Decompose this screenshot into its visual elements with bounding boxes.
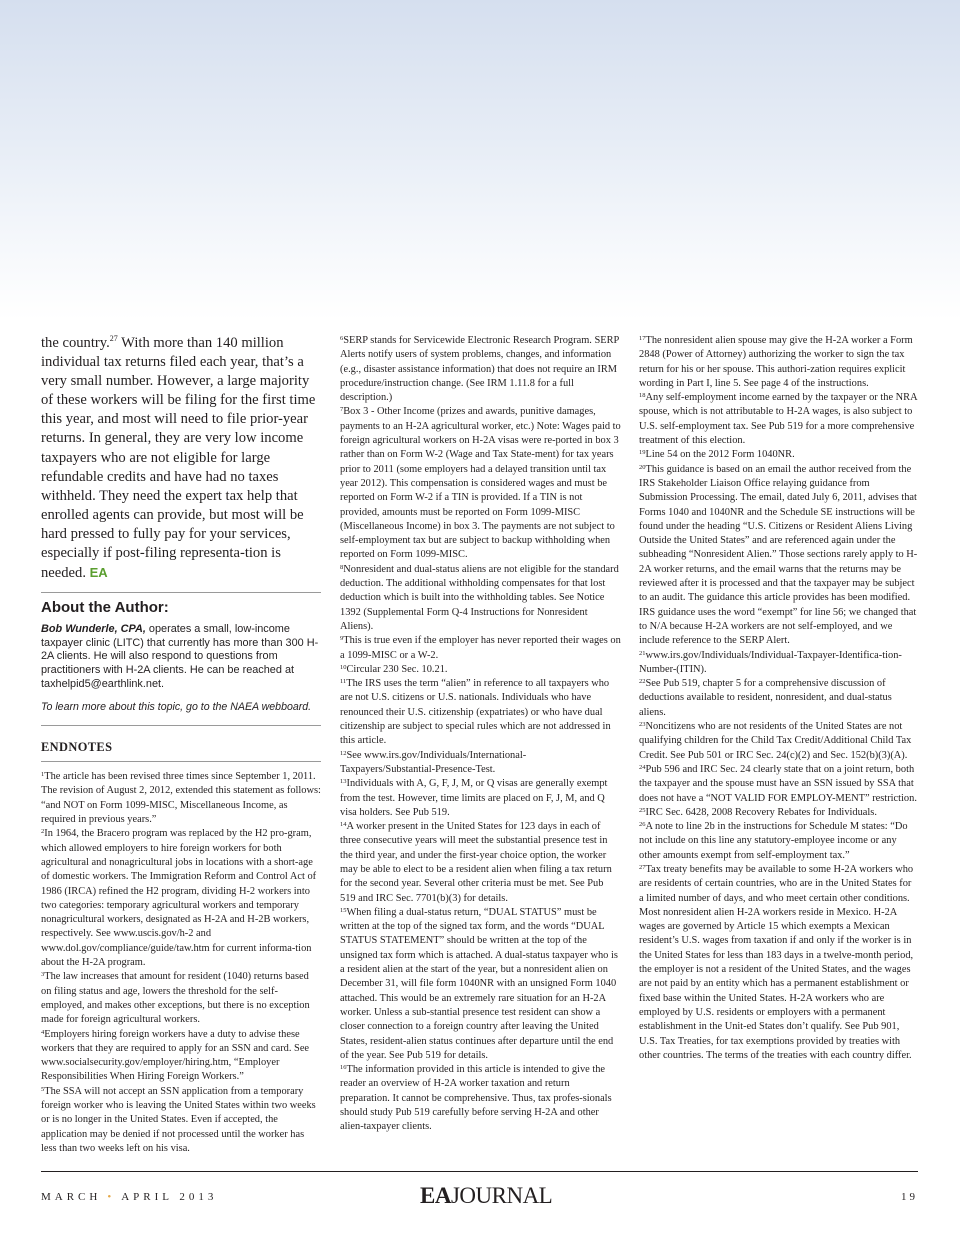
endnote-number: 22 bbox=[639, 678, 646, 686]
endnote bbox=[639, 763, 918, 806]
endnote-text: The SSA will not accept an SSN application from a temporary foreign worker who is leaving the United States within two weeks or is no longer in the United States. Even if accepted, the application may be denied if not processed until the worker has less than two weeks left on his visa. bbox=[41, 1085, 316, 1154]
endnotes-list-col1 bbox=[41, 770, 321, 1156]
endnote-number: 17 bbox=[639, 335, 646, 342]
endnote-text: Pub 596 and IRC Sec. 24 clearly state that on a joint return, both the taxpayer and the spouse must have an SSN issued by SSA that does not have a “NOT VALID FOR EMPLOY-MENT” restriction. bbox=[639, 763, 917, 804]
header-gradient-band bbox=[0, 0, 960, 320]
column-3 bbox=[639, 334, 918, 1164]
endnote bbox=[639, 391, 918, 448]
endnote-number: 2 bbox=[41, 828, 45, 836]
endnote bbox=[340, 906, 621, 1063]
endnote-number: 12 bbox=[340, 749, 347, 757]
endnote-text: SERP stands for Servicewide Electronic Research Program. SERP Alerts notify users of system problems, changes, and information (e.g., disaster assistance information) that does not require an IRM procedure/instruction change. (See IRM 1.11.8 for a full description.) bbox=[340, 335, 619, 404]
endnote-text: In 1964, the Bracero program was replaced by the H2 pro-gram, which allowed employers to hire foreign workers for both agricultural and nonagricultural jobs in locations with a short-age of domestic workers. The Immigration Reform and Control Act of 1986 (IRCA) refined the H2 program, dividing H-2 workers into two categories: temporary agricultural workers and temporary nonagricultural workers, designated as H-2A and H-2B workers, respectively. See www.uscis.gov/h-2 and www.dol.gov/compliance/guide/taw.htm for current informa-tion about the H-2A program. bbox=[41, 828, 317, 969]
separator-dot: • bbox=[107, 1191, 116, 1203]
endnote-text: Line 54 on the 2012 Form 1040NR. bbox=[645, 449, 795, 461]
issue-month-1: MARCH bbox=[41, 1191, 102, 1203]
divider bbox=[41, 725, 321, 726]
lead-text-body: With more than 140 million individual tax returns filed each year, that’s a very small number. However, a large majority of these workers will be filing for the first time this year, and most will need to file prior-year returns. In general, they are very low income taxpayers who are not eligible for large refundable credits and have had no taxes withheld. They need the expert tax help that enrolled agents can provide, but most will be hard pressed to fully pay for your services, especially if post-filing representa-tion is needed. bbox=[41, 335, 316, 582]
about-author-bio bbox=[41, 623, 321, 691]
endnote-text: Tax treaty benefits may be available to some H-2A workers who are residents of certain countries, who are in the United States for a limited number of days, and who meet certain other conditions. Most nonresident alien H-2A workers reside in Mexico. H-2A wages are governed by Article 15 which exempts a Mexican resident’s U.S. wages from taxation if and only if the worker is in the United States for less than 183 days in a twelve-month period, the employer is not a resident of the United States, and the wages are not paid by an entity which has a permanent establishment or fixed base within the United States. H-2A workers who are employed by U.S. residents or employers with a permanent establishment in the Unit-ed States don’t qualify. See Pub 901, U.S. Tax Treaties, for tax exemptions provided by treaties with other countries. The terms of the treaties with each country differ. bbox=[639, 863, 914, 1061]
endnote bbox=[340, 749, 621, 778]
endnote-text: Individuals with A, G, F, J, M, or Q visas are generally exempt from the test. However, time limits are placed on F, J, M, and Q visa holders. See Pub 519. bbox=[340, 778, 608, 818]
footnote-ref-27: 27 bbox=[109, 334, 118, 344]
endnote bbox=[41, 770, 321, 827]
author-name: Bob Wunderle, CPA, bbox=[41, 623, 146, 636]
endnote bbox=[340, 663, 621, 677]
endnote-number: 26 bbox=[639, 821, 646, 829]
endnote-text: Nonresident and dual-status aliens are not eligible for the standard deduction. The additional withholding compensates for that lost deduction which is built into the withholding tables. See Notice 1392 (Supplemental Form Q-4 Instructions for Nonresident Aliens). bbox=[340, 563, 619, 632]
endnote bbox=[41, 1085, 321, 1156]
endnote-text: A worker present in the United States for 123 days in each of three consecutive years will meet the substantial presence test in the third year, and under the first-year choice option, the worker may be able to elect to be a resident alien when filing a tax return for the second year. Several other criteria must be met. See Pub 519 and IRC Sec. 7701(b)(3) for details. bbox=[340, 821, 612, 904]
endnote-number: 5 bbox=[41, 1085, 45, 1093]
endnote-text: A note to line 2b in the instructions for Schedule M states: “Do not include on this line any statutory-employee income or any other amounts exempt from self-employment tax.” bbox=[639, 821, 908, 861]
endnote bbox=[340, 334, 621, 405]
endnotes-title: ENDNOTES bbox=[41, 740, 321, 762]
endnote-number: 24 bbox=[639, 763, 646, 771]
endnote bbox=[340, 777, 621, 820]
endnote bbox=[639, 806, 918, 820]
endnote bbox=[639, 448, 918, 462]
endnote-number: 1 bbox=[41, 771, 45, 779]
column-1 bbox=[41, 334, 321, 1164]
endnote bbox=[340, 405, 621, 562]
column-2 bbox=[340, 334, 621, 1164]
endnote bbox=[41, 970, 321, 1027]
webboard-note: To learn more about this topic, go to the NAEA webboard. bbox=[41, 701, 312, 714]
logo-ea: EA bbox=[420, 1183, 451, 1208]
endnote-text: This is true even if the employer has never reported their wages on a 1099-MISC or a W-2. bbox=[340, 635, 621, 661]
endnote-number: 3 bbox=[41, 971, 45, 979]
endnote-text: The law increases that amount for resident (1040) returns based on filing status and age, lowers the threshold for the self-employed, and makes other exceptions, but there is no exception made for foreign agricultural workers. bbox=[41, 971, 310, 1026]
endnote-number: 13 bbox=[340, 778, 347, 786]
endnote-text: Noncitizens who are not residents of the United States are not qualifying children for the Child Tax Credit/Additional Child Tax Credit. See Pub 501 or IRC Sec. 24(c)(2) and Sec. 152(b)(3)(A). bbox=[639, 721, 912, 761]
endnote-number: 23 bbox=[639, 721, 646, 729]
endnote-text: Employers hiring foreign workers have a duty to advise these workers that they are required to apply for an SSN and card. See www.socialsecurity.gov/employer/hiring.htm, “Employer Responsibilities When Hiring Foreign Workers.” bbox=[41, 1028, 310, 1083]
endnote-text: Circular 230 Sec. 10.21. bbox=[346, 663, 448, 675]
endnote bbox=[639, 820, 918, 863]
endnote-number: 10 bbox=[340, 663, 347, 671]
endnote-number: 7 bbox=[340, 406, 344, 414]
endnote-number: 18 bbox=[639, 392, 646, 400]
logo-journal: JOURNAL bbox=[450, 1183, 553, 1208]
endnote-text: IRC Sec. 6428, 2008 Recovery Rebates for Individuals. bbox=[645, 806, 877, 818]
endnote bbox=[340, 563, 621, 634]
endnotes-list-col3 bbox=[639, 334, 918, 1063]
ea-journal-logo bbox=[420, 1183, 552, 1209]
endnote-number: 19 bbox=[639, 449, 646, 457]
endnote-text: Box 3 - Other Income (prizes and awards, punitive damages, payments to an H-2A agricultural worker, etc.) Note: Wages paid to foreign agricultural workers on H-2A visas were re-ported in box 3 rather than on Form W-2 (Wage and Tax State-ment) for tax years prior to 2011 (some employers had a delayed transition until tax year 2012). This compensation is considered wages and must be reported on Form W-2 if a TIN is provided. If a TIN is not provided, amounts must be reported on Form 1099-MISC (Miscellaneous Income) in box 3. The payments are not subject to self-employment tax but are subject to backup withholding when reported on Form 1099-MISC. bbox=[340, 406, 621, 561]
endnote-number: 25 bbox=[639, 806, 646, 814]
endnote bbox=[639, 863, 918, 1063]
endnote-number: 8 bbox=[340, 563, 344, 571]
endnote-number: 27 bbox=[639, 863, 646, 871]
endnote bbox=[639, 649, 918, 678]
endnote-number: 11 bbox=[340, 678, 347, 686]
page-number: 19 bbox=[901, 1191, 918, 1203]
endnote bbox=[639, 677, 918, 720]
endnote-number: 16 bbox=[340, 1064, 347, 1072]
issue-date bbox=[41, 1191, 217, 1203]
endnote-number: 6 bbox=[340, 335, 344, 342]
ea-end-mark: EA bbox=[89, 565, 108, 581]
endnote-text: See www.irs.gov/Individuals/International-Taxpayers/Substantial-Presence-Test. bbox=[340, 749, 527, 775]
lead-text-start: the country. bbox=[41, 335, 110, 351]
endnote-text: www.irs.gov/Individuals/Individual-Taxpayer-Identifica-tion-Number-(ITIN). bbox=[639, 649, 902, 675]
endnote bbox=[340, 1063, 621, 1134]
endnote-text: The information provided in this article is intended to give the reader an overview of H-2A worker taxation and return preparation. It cannot be comprehensive. Thus, tax profes-sionals should study Pub 519 carefully before serving H-2A and other alien-taxpayer clients. bbox=[340, 1064, 612, 1133]
endnote-number: 20 bbox=[639, 463, 646, 471]
endnote bbox=[340, 634, 621, 663]
issue-month-2: APRIL 2013 bbox=[121, 1191, 218, 1203]
endnotes-list-col2 bbox=[340, 334, 621, 1135]
endnote-text: See Pub 519, chapter 5 for a comprehensive discussion of deductions available to resident, nonresident, and dual-status aliens. bbox=[639, 678, 892, 718]
endnote-number: 4 bbox=[41, 1028, 45, 1036]
endnote-text: The nonresident alien spouse may give the H-2A worker a Form 2848 (Power of Attorney) authorizing the worker to sign the tax return for his or her spouse. This authori-zation requires explicit wording in Part I, line 5. See page 4 of the instructions. bbox=[639, 335, 913, 389]
endnote-number: 15 bbox=[340, 906, 347, 914]
endnote-text: When filing a dual-status return, “DUAL STATUS” must be written at the top of the signed tax form, and the words “DUAL STATUS STATEMENT” should be written at the top of the unsigned tax form which is attached. A dual-status taxpayer who is a resident alien at the start of the year, but a nonresident alien on December 31, will file form 1040NR with an unsigned Form 1040 attached. This would be an extremely rare situation for an H-2A worker. Unless a sub-stantial presence test resident can show a closer connection to a foreign country after leaving the United States, resident-alien status continues after departure until the end of the year. See Pub 519 for details. bbox=[340, 906, 618, 1061]
endnote bbox=[639, 720, 918, 763]
author-bio-text: operates a small, low-income taxpayer clinic (LITC) that currently has more than 300 H-2A clients. He will also respond to questions from practitioners with H-2A clients. He can be reached at taxhelpid5@earthlink.net. bbox=[41, 623, 319, 690]
endnote-number: 14 bbox=[340, 821, 347, 829]
endnote-number: 21 bbox=[639, 649, 646, 657]
endnote bbox=[340, 677, 621, 748]
about-author-title: About the Author: bbox=[41, 599, 169, 617]
endnote-text: This guidance is based on an email the author received from the IRS Stakeholder Liaison Office relaying guidance from Submission Processing. The email, dated July 6, 2011, advises that Forms 1040 and 1040NR and the Schedule SE instructions will be found under the heading “U.S. Citizens or Resident Aliens Living Outside the United States” and are referenced again under the subheading “Nonresident Alien.” Those sections rarely apply to H-2A worker returns, and the email warns that the returns may be reviewed after it is processed and that the taxpayer may be subject to an audit. The guidance this article provides has been modified. IRS guidance uses the word “exempt” for line 56; we changed that to N/A because H-2A workers are not self-employed, and we include reference to the SERP Alert. bbox=[639, 463, 918, 647]
endnote-text: The IRS uses the term “alien” in reference to all taxpayers who are not U.S. citizens or U.S. nationals. Individuals who have renounced their U.S. citizenship (expatriates) or who have dual citizenship are subject to special rules which are not addressed in this article. bbox=[340, 678, 611, 747]
endnote bbox=[340, 820, 621, 906]
endnote bbox=[41, 827, 321, 970]
footer-rule bbox=[41, 1171, 918, 1172]
endnote bbox=[41, 1028, 321, 1085]
endnote-number: 9 bbox=[340, 635, 344, 643]
endnote bbox=[639, 463, 918, 649]
endnote bbox=[639, 334, 918, 391]
endnote-text: Any self-employment income earned by the taxpayer or the NRA spouse, which is not attributable to H-2A wages, is also subject to U.S. self-employment tax. See Pub 519 for a more comprehensive treatment of this election. bbox=[639, 392, 918, 447]
article-closing-paragraph bbox=[41, 334, 321, 583]
endnote-text: The article has been revised three times since September 1, 2011. The revision of August 2, 2012, extended this statement as follows: “and NOT on Form 1099-MISC, Miscellaneous Income, as required in previous years.” bbox=[41, 771, 321, 826]
